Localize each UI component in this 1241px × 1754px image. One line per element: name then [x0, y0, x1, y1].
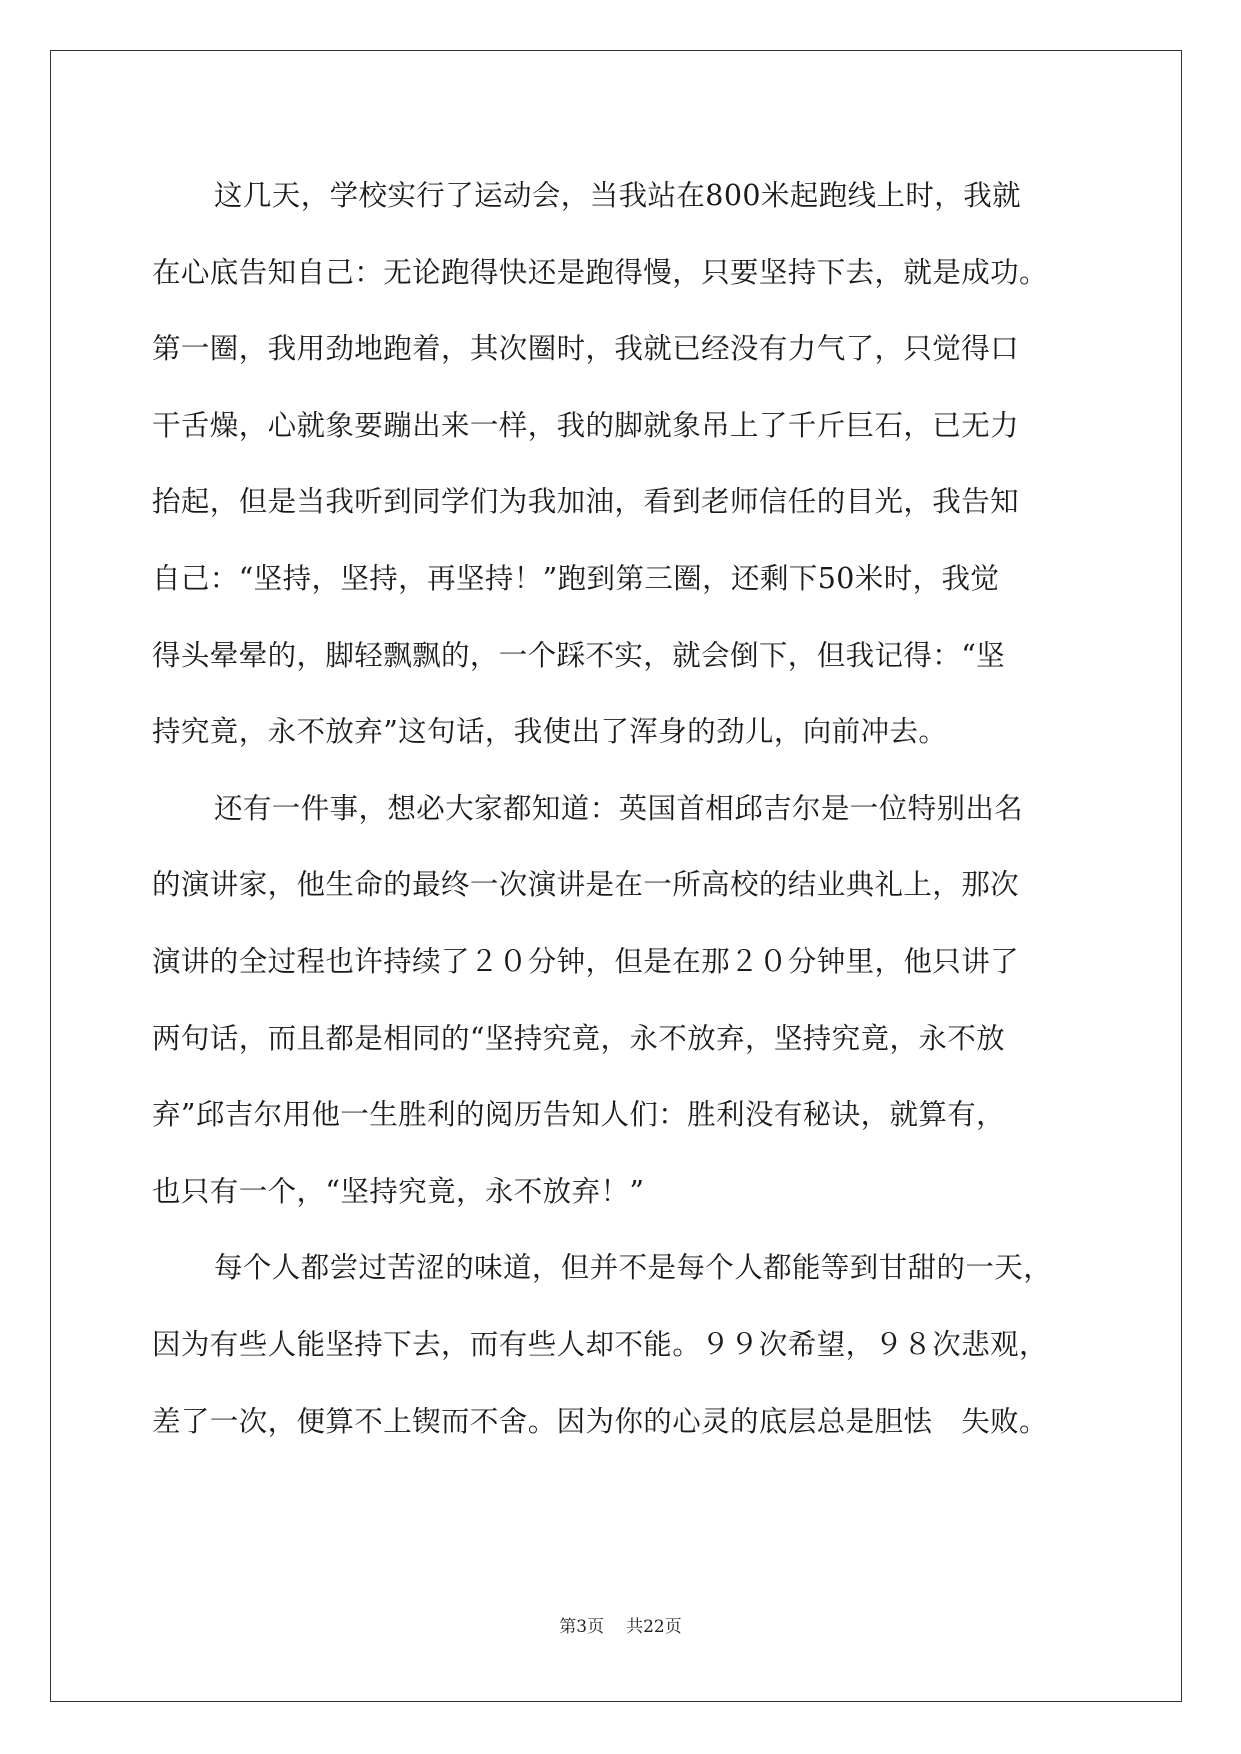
- paragraph-1-line-8: 持究竟，永不放弃”这句话，我使出了浑身的劲儿，向前冲去。: [152, 715, 948, 749]
- paragraph-1-line-6: 自己：“坚持，坚持，再坚持！”跑到第三圈，还剩下50米时，我觉: [152, 561, 1000, 595]
- paragraph-1-line-2: 在心底告知自己：无论跑得快还是跑得慢，只要坚持下去，就是成功。: [152, 255, 1048, 289]
- paragraph-3-line-3: 差了一次，便算不上锲而不舍。因为你的心灵的底层总是胆怯 失败。: [152, 1404, 1048, 1438]
- paragraph-2-line-6: 也只有一个，“坚持究竟，永不放弃！”: [152, 1174, 645, 1208]
- paragraph-1-line-3: 第一圈，我用劲地跑着，其次圈时，我就已经没有力气了，只觉得口: [152, 332, 1020, 366]
- total-pages: 共22页: [626, 1617, 682, 1637]
- paragraph-2-line-3: 演讲的全过程也许持续了２０分钟，但是在那２０分钟里，他只讲了: [152, 944, 1020, 978]
- document-body: [152, 158, 1102, 1460]
- paragraph-3-line-1: 每个人都尝过苦涩的味道，但并不是每个人都能等到甘甜的一天，: [214, 1251, 1053, 1285]
- page-footer: [0, 1612, 1241, 1637]
- paragraph-2-line-5: 弃”邱吉尔用他一生胜利的阅历告知人们：胜利没有秘诀，就算有，: [152, 1098, 1006, 1132]
- page-number: 第3页: [559, 1617, 605, 1637]
- paragraph-2-line-1: 还有一件事，想必大家都知道：英国首相邱吉尔是一位特别出名: [214, 791, 1024, 825]
- paragraph-1-line-7: 得头晕晕的，脚轻飘飘的，一个踩不实，就会倒下，但我记得：“坚: [152, 638, 1006, 672]
- paragraph-1-line-5: 抬起，但是当我听到同学们为我加油，看到老师信任的目光，我告知: [152, 485, 1020, 519]
- paragraph-1-line-1: 这几天，学校实行了运动会，当我站在800米起跑线上时，我就: [214, 179, 1021, 212]
- paragraph-2-line-4: 两句话，而且都是相同的“坚持究竟，永不放弃，坚持究竟，永不放: [152, 1021, 1006, 1055]
- paragraph-3-line-2: 因为有些人能坚持下去，而有些人却不能。９９次希望，９８次悲观，: [152, 1327, 1048, 1361]
- paragraph-1-line-4: 干舌燥，心就象要蹦出来一样，我的脚就象吊上了千斤巨石，已无力: [152, 408, 1020, 442]
- paragraph-2-line-2: 的演讲家，他生命的最终一次演讲是在一所高校的结业典礼上，那次: [152, 868, 1020, 902]
